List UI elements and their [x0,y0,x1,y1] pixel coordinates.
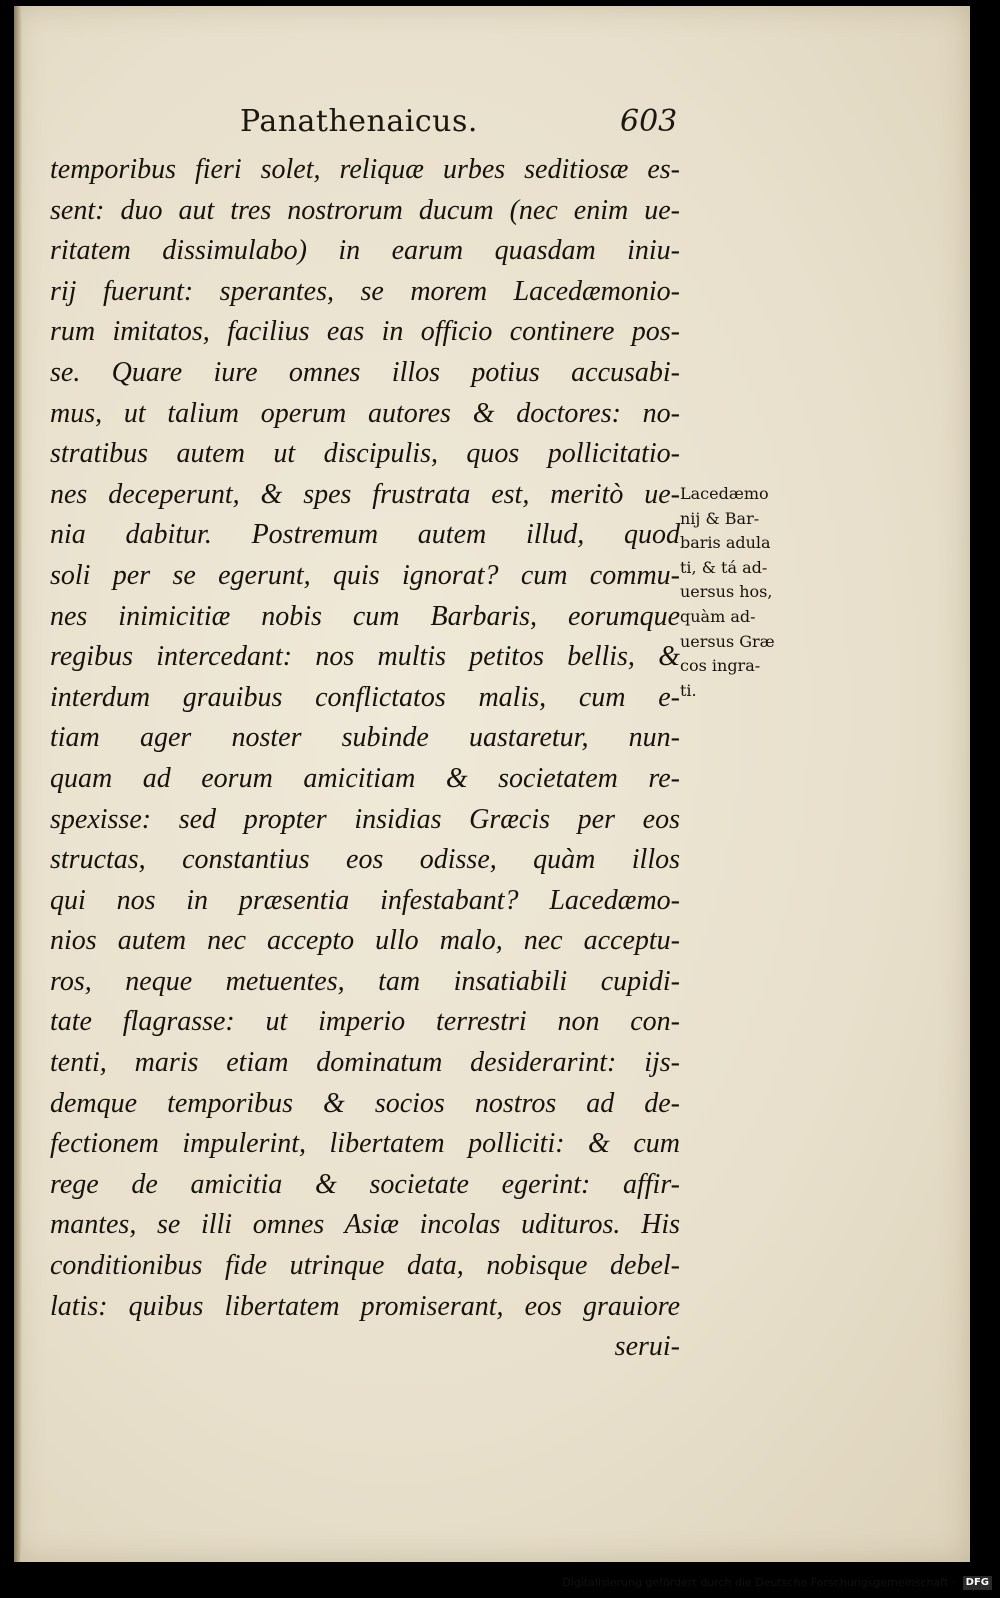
margin-note-line: uersus Græ [680,631,775,651]
text-line: tate flagrasse: ut imperio terrestri non con- [50,1006,680,1038]
text-line: temporibus fieri solet, reliquæ urbes seditiosæ es- [50,154,680,185]
page-gutter-shadow [14,6,22,1562]
text-line: conditionibus fide utrinque data, nobisque debel- [50,1250,680,1282]
digitization-credit: Digitalisierung gefördert durch die Deutsche Forschungsgemeinschaft · DFG [562,1572,992,1594]
text-line: nios autem nec accepto ullo malo, nec acceptu- [50,925,680,957]
text-line: nes inimicitiæ nobis cum Barbaris, eorumque [50,600,680,632]
text-line: mus, ut talium operum autores & doctores: no- [50,397,680,429]
running-head-title: Panathenaicus. [240,104,478,139]
text-line: rij fuerunt: sperantes, se morem Lacedæmonio- [50,275,680,307]
text-line: serui- [614,1331,680,1363]
text-line: ros, neque metuentes, tam insatiabili cupidi- [50,965,680,997]
text-line: ritatem dissimulabo) in earum quasdam iniu- [50,235,680,267]
text-line: spexisse: sed propter insidias Græcis per eos [50,803,680,835]
text-line: tenti, maris etiam dominatum desiderarint: ijs- [50,1047,680,1079]
text-line: mantes, se illi omnes Asiæ incolas udituros. His [50,1209,680,1241]
text-line: nes deceperunt, & spes frustrata est, meritò ue- [50,478,680,510]
text-line: quam ad eorum amicitiam & societatem re- [50,762,680,794]
margin-note-line: uersus hos, [680,582,773,602]
margin-note-line: baris adula [680,533,771,553]
margin-note [680,482,800,703]
page-number: 603 [620,104,678,139]
margin-note-line: nij & Bar- [680,508,760,528]
text-line: qui nos in præsentia infestabant? Lacedæmo- [50,884,680,916]
text-line: nia dabitur. Postremum autem illud, quod [50,519,680,551]
dfg-logo: DFG [963,1576,992,1590]
margin-note-line: cos ingra- [680,656,761,676]
text-line: se. Quare iure omnes illos potius accusabi- [50,356,680,388]
text-line: rege de amicitia & societate egerint: affir- [50,1168,680,1200]
margin-note-line: quàm ad- [680,606,756,626]
margin-note-line: ti. [680,680,697,700]
text-line: interdum grauibus conflictatos malis, cum e- [50,681,680,713]
text-line: rum imitatos, facilius eas in officio continere pos- [50,316,680,348]
text-line: fectionem impulerint, libertatem polliciti: & cum [50,1128,680,1160]
margin-note-line: ti, & tá ad- [680,557,768,577]
body-text [50,150,680,1368]
credit-text: Digitalisierung gefördert durch die Deutsche Forschungsgemeinschaft [562,1576,949,1589]
text-line: tiam ager noster subinde uastaretur, nun- [50,722,680,754]
text-line: structas, constantius eos odisse, quàm illos [50,844,680,876]
text-line: stratibus autem ut discipulis, quos pollicitatio- [50,438,680,470]
text-line: soli per se egerunt, quis ignorat? cum commu- [50,559,680,591]
margin-note-line: Lacedæmo [680,484,769,503]
text-line: latis: quibus libertatem promiserant, eos grauiore [50,1290,680,1322]
text-line: sent: duo aut tres nostrorum ducum (nec enim ue- [50,194,680,226]
text-line: regibus intercedant: nos multis petitos bellis, & [50,641,680,673]
text-line: demque temporibus & socios nostros ad de- [50,1087,680,1119]
